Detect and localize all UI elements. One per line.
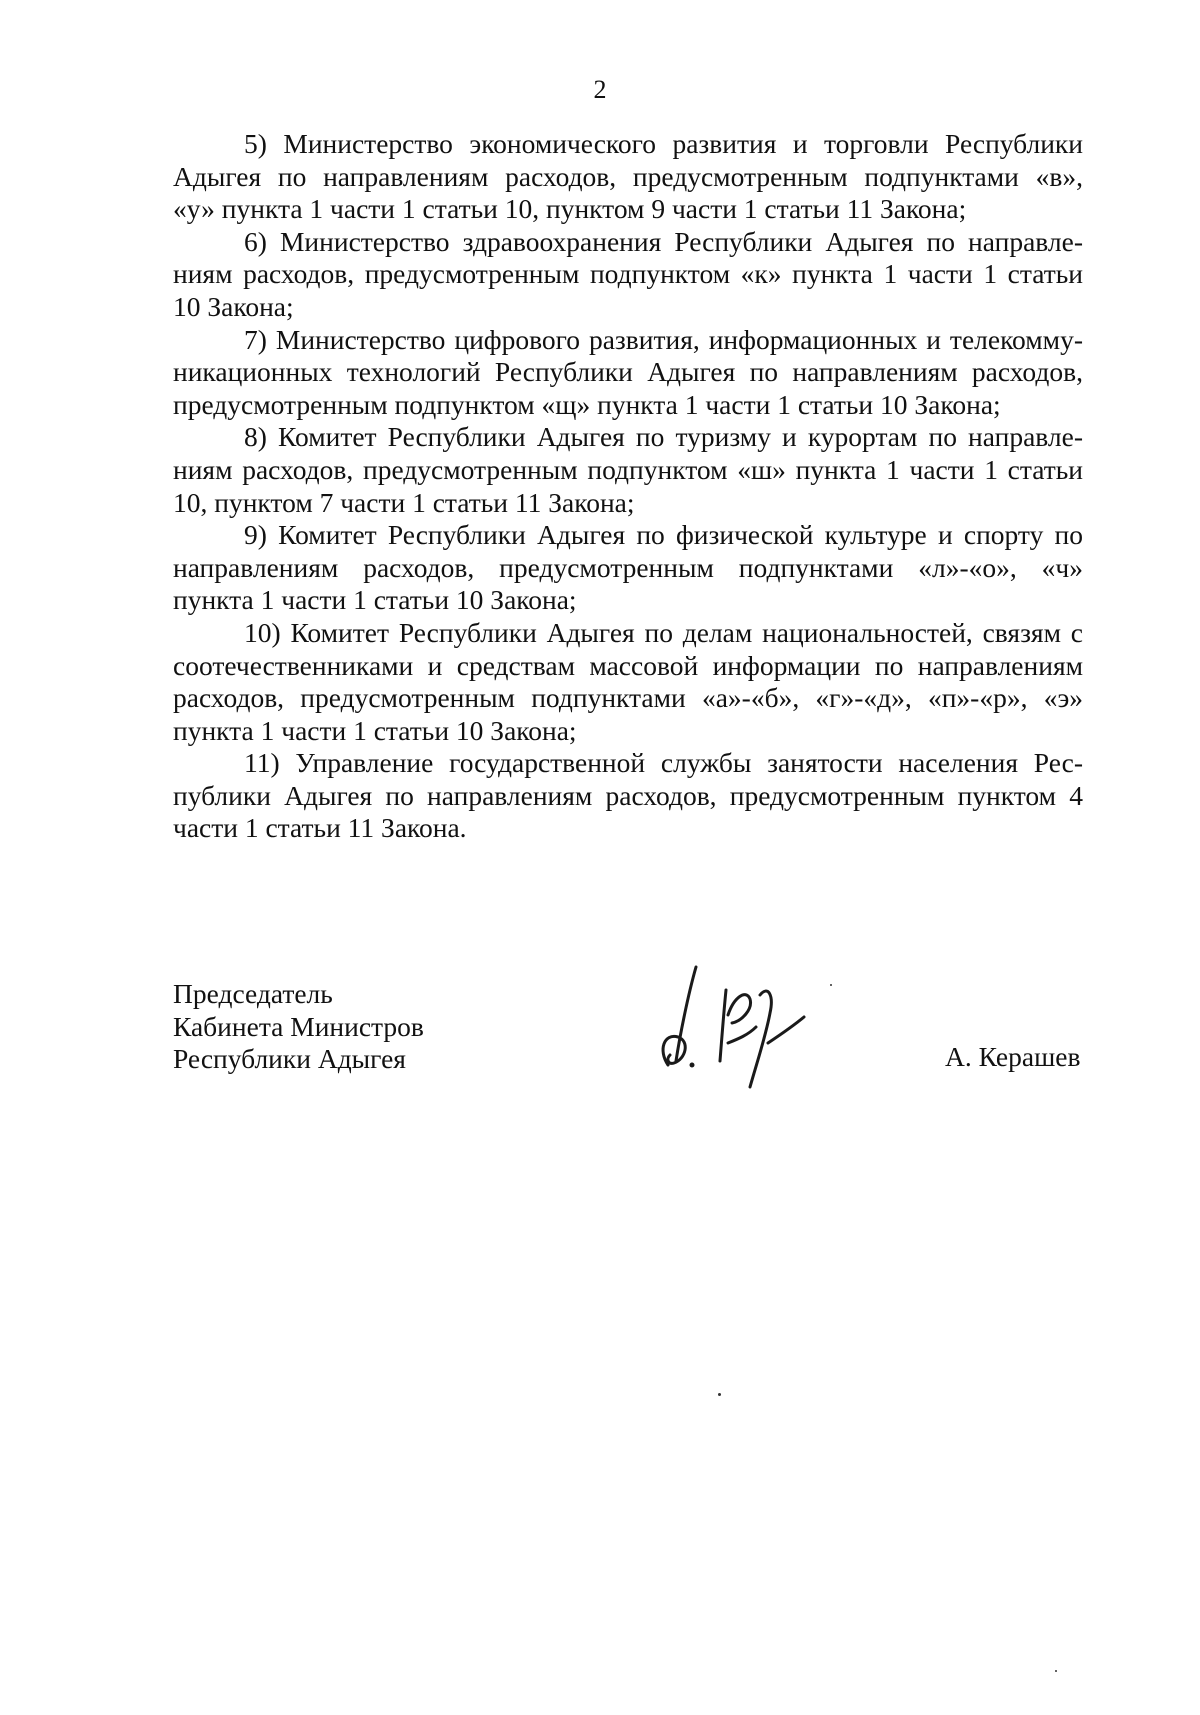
text-line: ниям расходов, предусмотренным подпунктом «ш» пункта 1 части 1 статьи [173,453,1083,485]
text-line: 8) Комитет Республики Адыгея по туризму и курортам по направле- [244,421,1083,453]
signatory-position [173,978,424,1076]
text-line: ниям расходов, предусмотренным подпунктом «к» пункта 1 части 1 статьи [173,258,1083,290]
text-line: 6) Министерство здравоохранения Республики Адыгея по направле- [244,225,1083,257]
list-item [173,421,1083,519]
text-line: 10 Закона; [173,290,294,322]
text-line: 5) Министерство экономического развития и торговли Республики [244,128,1083,159]
list-item [173,519,1083,617]
text-line: 7) Министерство цифрового развития, информационных и телекомму- [244,323,1083,355]
text-line: 11) Управление государственной службы занятости населения Рес- [244,747,1083,779]
text-line: публики Адыгея по направлениям расходов, предусмотренным пунктом 4 [173,779,1083,811]
page-number: 2 [593,75,607,104]
text-line: 10, пунктом 7 части 1 статьи 11 Закона; [173,486,635,518]
position-line: Председатель [173,978,333,1009]
text-line: направлениям расходов, предусмотренным подпунктами «л»-«о», «ч» [173,551,1083,583]
scan-speck [718,1393,721,1396]
list-item [173,617,1083,747]
scan-speck [1055,1670,1057,1672]
text-line: никационных технологий Республики Адыгея по направлениям расходов, [173,356,1083,388]
position-line: Республики Адыгея [173,1043,406,1075]
text-line: пункта 1 части 1 статьи 10 Закона; [173,714,577,746]
list-item [173,128,1083,226]
document-body [173,128,1083,845]
position-line: Кабинета Министров [173,1010,424,1042]
handwritten-signature [650,955,810,1095]
text-line: части 1 статьи 11 Закона. [173,812,467,844]
text-line: «у» пункта 1 части 1 статьи 10, пунктом 9 части 1 статьи 11 Закона; [173,193,967,225]
text-line: Адыгея по направлениям расходов, предусмотренным подпунктами «в», [173,160,1083,192]
text-line: соотечественниками и средствам массовой информации по направлениям [173,649,1083,681]
text-line: расходов, предусмотренным подпунктами «а»-«б», «г»-«д», «п»-«р», «э» [173,682,1083,714]
list-item [173,324,1083,422]
list-item [173,226,1083,324]
text-line: 9) Комитет Республики Адыгея по физической культуре и спорту по [244,519,1083,551]
list-item [173,747,1083,845]
text-line: 10) Комитет Республики Адыгея по делам национальностей, связям с [244,616,1083,648]
signatory-name: А. Керашев [945,1041,1081,1072]
scan-speck [830,984,832,986]
text-line: предусмотренным подпунктом «щ» пункта 1 части 1 статьи 10 Закона; [173,388,1001,420]
text-line: пункта 1 части 1 статьи 10 Закона; [173,584,577,616]
